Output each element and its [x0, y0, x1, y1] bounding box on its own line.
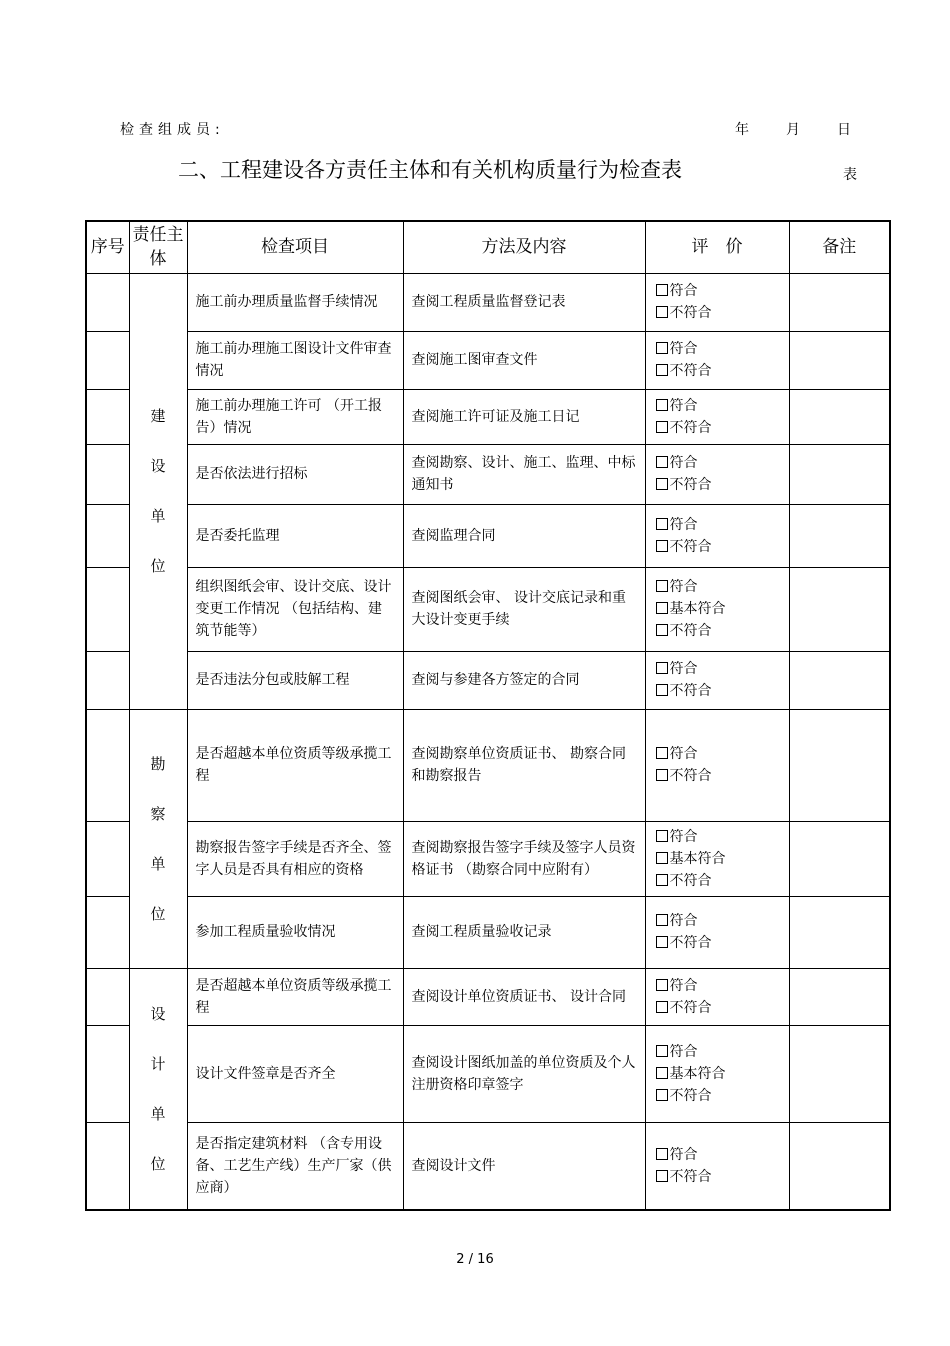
row-index-cell: [86, 1122, 129, 1210]
method-cell: 查阅勘察单位资质证书、 勘察合同和勘察报告: [403, 709, 645, 821]
method-cell: 查阅图纸会审、 设计交底记录和重大设计变更手续: [403, 567, 645, 651]
evaluation-option[interactable]: [656, 870, 781, 892]
evaluation-cell: [645, 1025, 789, 1122]
col-header-evaluation: 评 价: [645, 221, 789, 273]
evaluation-option[interactable]: [656, 910, 781, 932]
evaluation-cell: [645, 1122, 789, 1210]
option-label: 不符合: [669, 538, 712, 555]
table-row: [86, 821, 890, 896]
option-label: 符合: [669, 746, 698, 762]
remarks-cell[interactable]: [789, 331, 890, 389]
checkbox[interactable]: [656, 602, 668, 614]
row-index-cell: [86, 1025, 129, 1122]
checkbox[interactable]: [656, 830, 668, 842]
option-label: 符合: [669, 283, 698, 299]
evaluation-option[interactable]: [656, 302, 781, 324]
entity-char: 位: [150, 557, 166, 575]
evaluation-cell: [645, 331, 789, 389]
table-row: [86, 968, 890, 1025]
method-cell: 查阅施工图审查文件: [403, 331, 645, 389]
table-row: [86, 389, 890, 444]
evaluation-option[interactable]: [656, 536, 781, 558]
entity-char: 察: [150, 804, 166, 823]
entity-char: 位: [150, 1154, 166, 1173]
remarks-cell[interactable]: [789, 709, 890, 821]
remarks-cell[interactable]: [789, 1122, 890, 1210]
checkbox[interactable]: [656, 399, 668, 411]
checkbox[interactable]: [656, 979, 668, 991]
method-cell: 查阅与参建各方签定的合同: [403, 651, 645, 709]
check-item-cell: 施工前办理施工图设计文件审查情况: [187, 331, 403, 389]
entity-char: 单: [150, 507, 166, 525]
option-label: 符合: [669, 977, 698, 994]
checkbox[interactable]: [656, 747, 668, 759]
evaluation-cell: [645, 709, 789, 821]
option-label: 不符合: [669, 305, 712, 321]
checkbox[interactable]: [656, 540, 668, 552]
check-item-cell: 施工前办理质量监督手续情况: [187, 273, 403, 331]
checkbox[interactable]: [656, 914, 668, 926]
entity-char: 建: [150, 407, 166, 425]
col-header-item: 检查项目: [187, 221, 403, 273]
option-label: 符合: [669, 661, 698, 677]
method-cell: 查阅施工许可证及施工日记: [403, 389, 645, 444]
row-index-cell: [86, 567, 129, 651]
method-cell: 查阅设计文件: [403, 1122, 645, 1210]
checkbox[interactable]: [656, 1089, 668, 1101]
option-label: 符合: [669, 455, 698, 471]
evaluation-cell: [645, 504, 789, 567]
evaluation-option[interactable]: [656, 360, 781, 382]
entity-char: 位: [150, 904, 166, 923]
evaluation-option[interactable]: [656, 680, 781, 702]
option-label: 不符合: [669, 999, 712, 1016]
row-index-cell: [86, 273, 129, 331]
check-item-cell: 勘察报告签字手续是否齐全、签字人员是否具有相应的资格: [187, 821, 403, 896]
evaluation-option[interactable]: [656, 1063, 781, 1085]
checkbox[interactable]: [656, 478, 668, 490]
evaluation-cell: [645, 968, 789, 1025]
checkbox[interactable]: [656, 580, 668, 592]
checkbox[interactable]: [656, 518, 668, 530]
evaluation-option[interactable]: [656, 576, 781, 598]
check-item-cell: 是否超越本单位资质等级承揽工程: [187, 709, 403, 821]
evaluation-option[interactable]: [656, 658, 781, 680]
table-row: [86, 651, 890, 709]
option-label: 不符合: [669, 872, 712, 889]
option-label: 符合: [669, 516, 698, 533]
entity-char: 设: [150, 1004, 166, 1023]
method-cell: 查阅勘察、设计、施工、监理、中标通知书: [403, 444, 645, 504]
option-label: 符合: [669, 341, 698, 357]
entity-cell: [129, 273, 187, 709]
page-title: 二、工程建设各方责任主体和有关机构质量行为检查表: [178, 158, 682, 182]
remarks-cell[interactable]: [789, 389, 890, 444]
option-label: 不符合: [669, 363, 712, 379]
row-index-cell: [86, 444, 129, 504]
header-row: [86, 221, 890, 273]
option-label: 不符合: [669, 935, 712, 951]
entity-char: 计: [150, 1054, 166, 1073]
check-item-cell: 施工前办理施工许可 （开工报告）情况: [187, 389, 403, 444]
evaluation-cell: [645, 651, 789, 709]
option-label: 基本符合: [669, 1065, 726, 1082]
checkbox[interactable]: [656, 769, 668, 781]
table-row: [86, 273, 890, 331]
row-index-cell: [86, 389, 129, 444]
evaluation-cell: [645, 273, 789, 331]
col-header-method: 方法及内容: [403, 221, 645, 273]
method-cell: 查阅监理合同: [403, 504, 645, 567]
evaluation-option[interactable]: [656, 765, 781, 787]
remarks-cell[interactable]: [789, 821, 890, 896]
checkbox[interactable]: [656, 1170, 668, 1182]
method-cell: 查阅设计单位资质证书、 设计合同: [403, 968, 645, 1025]
evaluation-option[interactable]: [656, 932, 781, 954]
evaluation-option[interactable]: [656, 1085, 781, 1107]
option-label: 符合: [669, 913, 698, 929]
remarks-cell[interactable]: [789, 651, 890, 709]
method-cell: 查阅工程质量监督登记表: [403, 273, 645, 331]
evaluation-cell: [645, 389, 789, 444]
option-label: 符合: [669, 397, 698, 414]
evaluation-option[interactable]: [656, 826, 781, 848]
evaluation-option[interactable]: [656, 474, 781, 496]
evaluation-option[interactable]: [656, 598, 781, 620]
checkbox[interactable]: [656, 874, 668, 886]
evaluation-option[interactable]: [656, 514, 781, 536]
checkbox[interactable]: [656, 852, 668, 864]
evaluation-option[interactable]: [656, 395, 781, 417]
checkbox[interactable]: [656, 342, 668, 354]
evaluation-cell: [645, 567, 789, 651]
row-index-cell: [86, 821, 129, 896]
check-item-cell: 组织图纸会审、设计交底、设计变更工作情况 （包括结构、建筑节能等）: [187, 567, 403, 651]
option-label: 基本符合: [669, 850, 726, 867]
evaluation-option[interactable]: [656, 620, 781, 642]
month-label: 月: [786, 122, 800, 138]
evaluation-option[interactable]: [656, 1041, 781, 1063]
row-index-cell: [86, 709, 129, 821]
page-number: 2 / 16: [456, 1252, 494, 1267]
check-item-cell: 是否依法进行招标: [187, 444, 403, 504]
option-label: 符合: [669, 1043, 698, 1060]
checkbox[interactable]: [656, 421, 668, 433]
option-label: 不符合: [669, 477, 712, 493]
option-label: 基本符合: [669, 601, 726, 617]
remarks-cell[interactable]: [789, 968, 890, 1025]
check-item-cell: 是否委托监理: [187, 504, 403, 567]
table-row: [86, 331, 890, 389]
entity-char: 单: [150, 854, 166, 873]
inspection-table: [85, 220, 891, 1211]
remarks-cell[interactable]: [789, 567, 890, 651]
entity-cell: [129, 968, 187, 1210]
table-row: [86, 709, 890, 821]
entity-char: 勘: [150, 754, 166, 773]
evaluation-option[interactable]: [656, 975, 781, 997]
row-index-cell: [86, 331, 129, 389]
remarks-cell[interactable]: [789, 273, 890, 331]
option-label: 符合: [669, 579, 698, 595]
year-label: 年: [735, 122, 749, 138]
evaluation-option[interactable]: [656, 743, 781, 765]
row-index-cell: [86, 651, 129, 709]
check-item-cell: 是否超越本单位资质等级承揽工程: [187, 968, 403, 1025]
table-row: [86, 1122, 890, 1210]
evaluation-option[interactable]: [656, 1166, 781, 1188]
evaluation-cell: [645, 444, 789, 504]
option-label: 符合: [669, 828, 698, 845]
method-cell: 查阅设计图纸加盖的单位资质及个人注册资格印章签字: [403, 1025, 645, 1122]
checkbox[interactable]: [656, 936, 668, 948]
remarks-cell[interactable]: [789, 504, 890, 567]
option-label: 符合: [669, 1146, 698, 1163]
check-item-cell: 参加工程质量验收情况: [187, 896, 403, 968]
checkbox[interactable]: [656, 1045, 668, 1057]
checkbox[interactable]: [656, 624, 668, 636]
day-label: 日: [837, 122, 851, 138]
table-row: [86, 896, 890, 968]
table-suffix: 表: [843, 167, 857, 183]
check-item-cell: 是否指定建筑材料 （含专用设备、工艺生产线）生产厂家（供应商）: [187, 1122, 403, 1210]
entity-char: 单: [150, 1104, 166, 1123]
evaluation-cell: [645, 896, 789, 968]
checkbox[interactable]: [656, 1067, 668, 1079]
checkbox[interactable]: [656, 1001, 668, 1013]
remarks-cell[interactable]: [789, 444, 890, 504]
option-label: 不符合: [669, 768, 712, 784]
check-item-cell: 是否违法分包或肢解工程: [187, 651, 403, 709]
entity-cell: [129, 709, 187, 968]
col-header-index: 序号: [86, 221, 129, 273]
inspectors-label: 检查组成员:: [120, 122, 225, 138]
method-cell: 查阅工程质量验收记录: [403, 896, 645, 968]
evaluation-cell: [645, 821, 789, 896]
check-item-cell: 设计文件签章是否齐全: [187, 1025, 403, 1122]
option-label: 不符合: [669, 1168, 712, 1185]
option-label: 不符合: [669, 419, 712, 436]
evaluation-option[interactable]: [656, 280, 781, 302]
checkbox[interactable]: [656, 456, 668, 468]
col-header-entity: 责任主体: [129, 221, 187, 273]
option-label: 不符合: [669, 1087, 712, 1104]
checkbox[interactable]: [656, 1148, 668, 1160]
evaluation-option[interactable]: [656, 848, 781, 870]
option-label: 不符合: [669, 623, 712, 639]
table-row: [86, 567, 890, 651]
evaluation-option[interactable]: [656, 1144, 781, 1166]
entity-char: 设: [150, 457, 166, 475]
row-index-cell: [86, 968, 129, 1025]
evaluation-option[interactable]: [656, 417, 781, 439]
evaluation-option[interactable]: [656, 997, 781, 1019]
remarks-cell[interactable]: [789, 1025, 890, 1122]
option-label: 不符合: [669, 683, 712, 699]
row-index-cell: [86, 504, 129, 567]
checkbox[interactable]: [656, 284, 668, 296]
col-header-remarks: 备注: [789, 221, 890, 273]
method-cell: 查阅勘察报告签字手续及签字人员资格证书 （勘察合同中应附有）: [403, 821, 645, 896]
checkbox[interactable]: [656, 364, 668, 376]
remarks-cell[interactable]: [789, 896, 890, 968]
row-index-cell: [86, 896, 129, 968]
table-row: [86, 504, 890, 567]
checkbox[interactable]: [656, 662, 668, 674]
evaluation-option[interactable]: [656, 338, 781, 360]
evaluation-option[interactable]: [656, 452, 781, 474]
table-row: [86, 1025, 890, 1122]
table-row: [86, 444, 890, 504]
checkbox[interactable]: [656, 684, 668, 696]
checkbox[interactable]: [656, 306, 668, 318]
